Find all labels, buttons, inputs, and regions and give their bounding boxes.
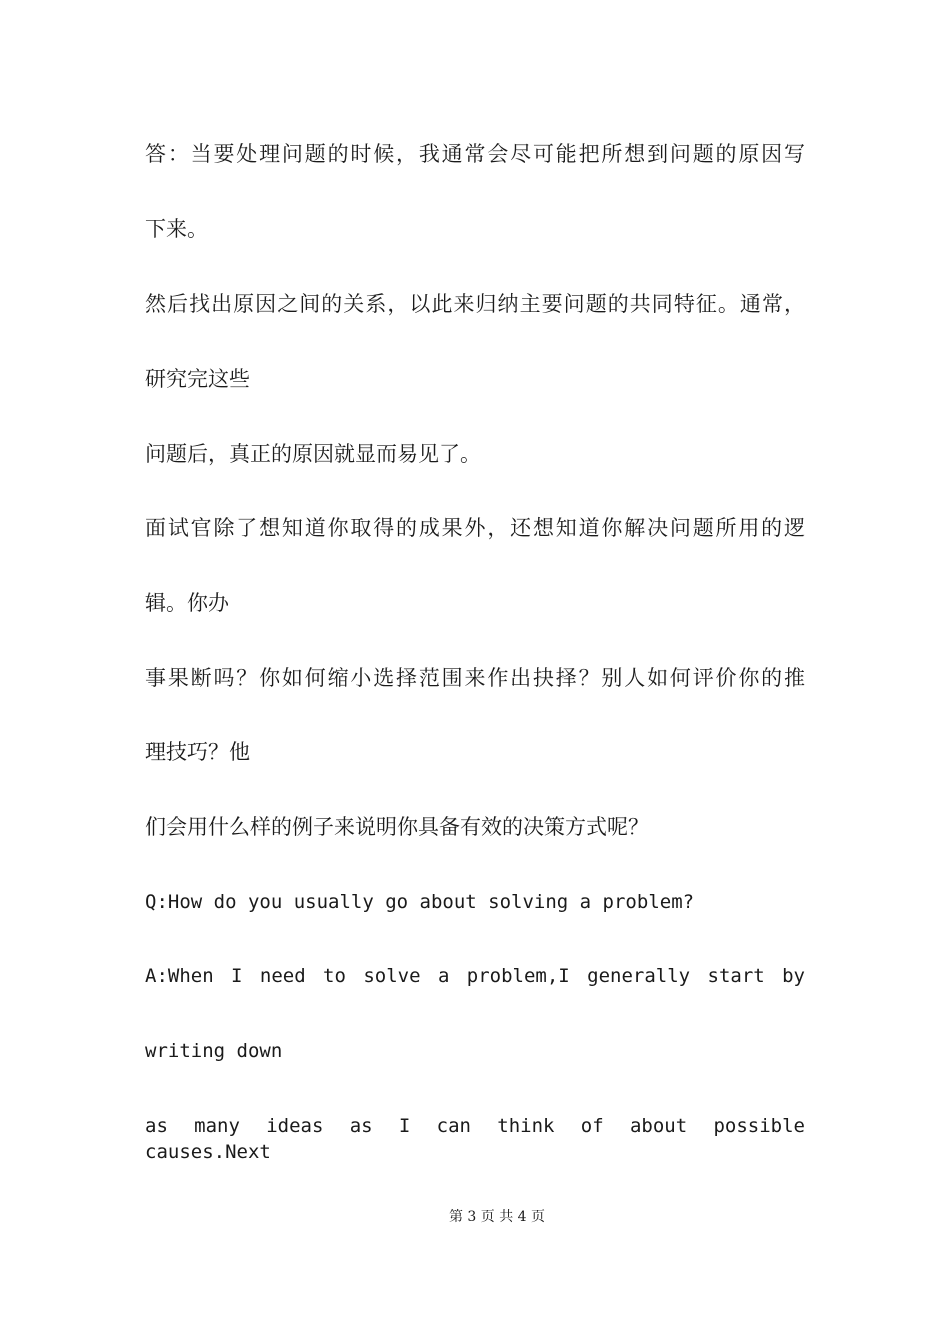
- text-line-2: 下来。: [145, 217, 208, 241]
- text-line-6: 面试官除了想知道你取得的成果外，还想知道你解决问题所用的逻: [145, 516, 805, 540]
- text-line-13: writing down: [145, 1040, 283, 1062]
- page-number-footer: 第 3 页 共 4 页: [448, 1209, 546, 1225]
- text-line-8: 事果断吗？你如何缩小选择范围来作出抉择？别人如何评价你的推: [145, 666, 805, 690]
- text-line-9: 理技巧？他: [145, 740, 250, 764]
- text-line-7: 辑。你办: [145, 591, 229, 615]
- text-line-11: Q:How do you usually go about solving a problem?: [145, 891, 695, 913]
- text-line-12: A:When I need to solve a problem,I generally start by: [145, 965, 805, 987]
- text-line-14: as many ideas as I can think of about possible causes.Next: [145, 1115, 805, 1163]
- text-line-1: 答：当要处理问题的时候，我通常会尽可能把所想到问题的原因写: [145, 142, 805, 166]
- text-line-5: 问题后，真正的原因就显而易见了。: [145, 442, 481, 466]
- text-line-10: 们会用什么样的例子来说明你具备有效的决策方式呢？: [145, 815, 649, 839]
- text-line-4: 研究完这些: [145, 367, 250, 391]
- text-line-3: 然后找出原因之间的关系，以此来归纳主要问题的共同特征。通常，: [145, 292, 805, 316]
